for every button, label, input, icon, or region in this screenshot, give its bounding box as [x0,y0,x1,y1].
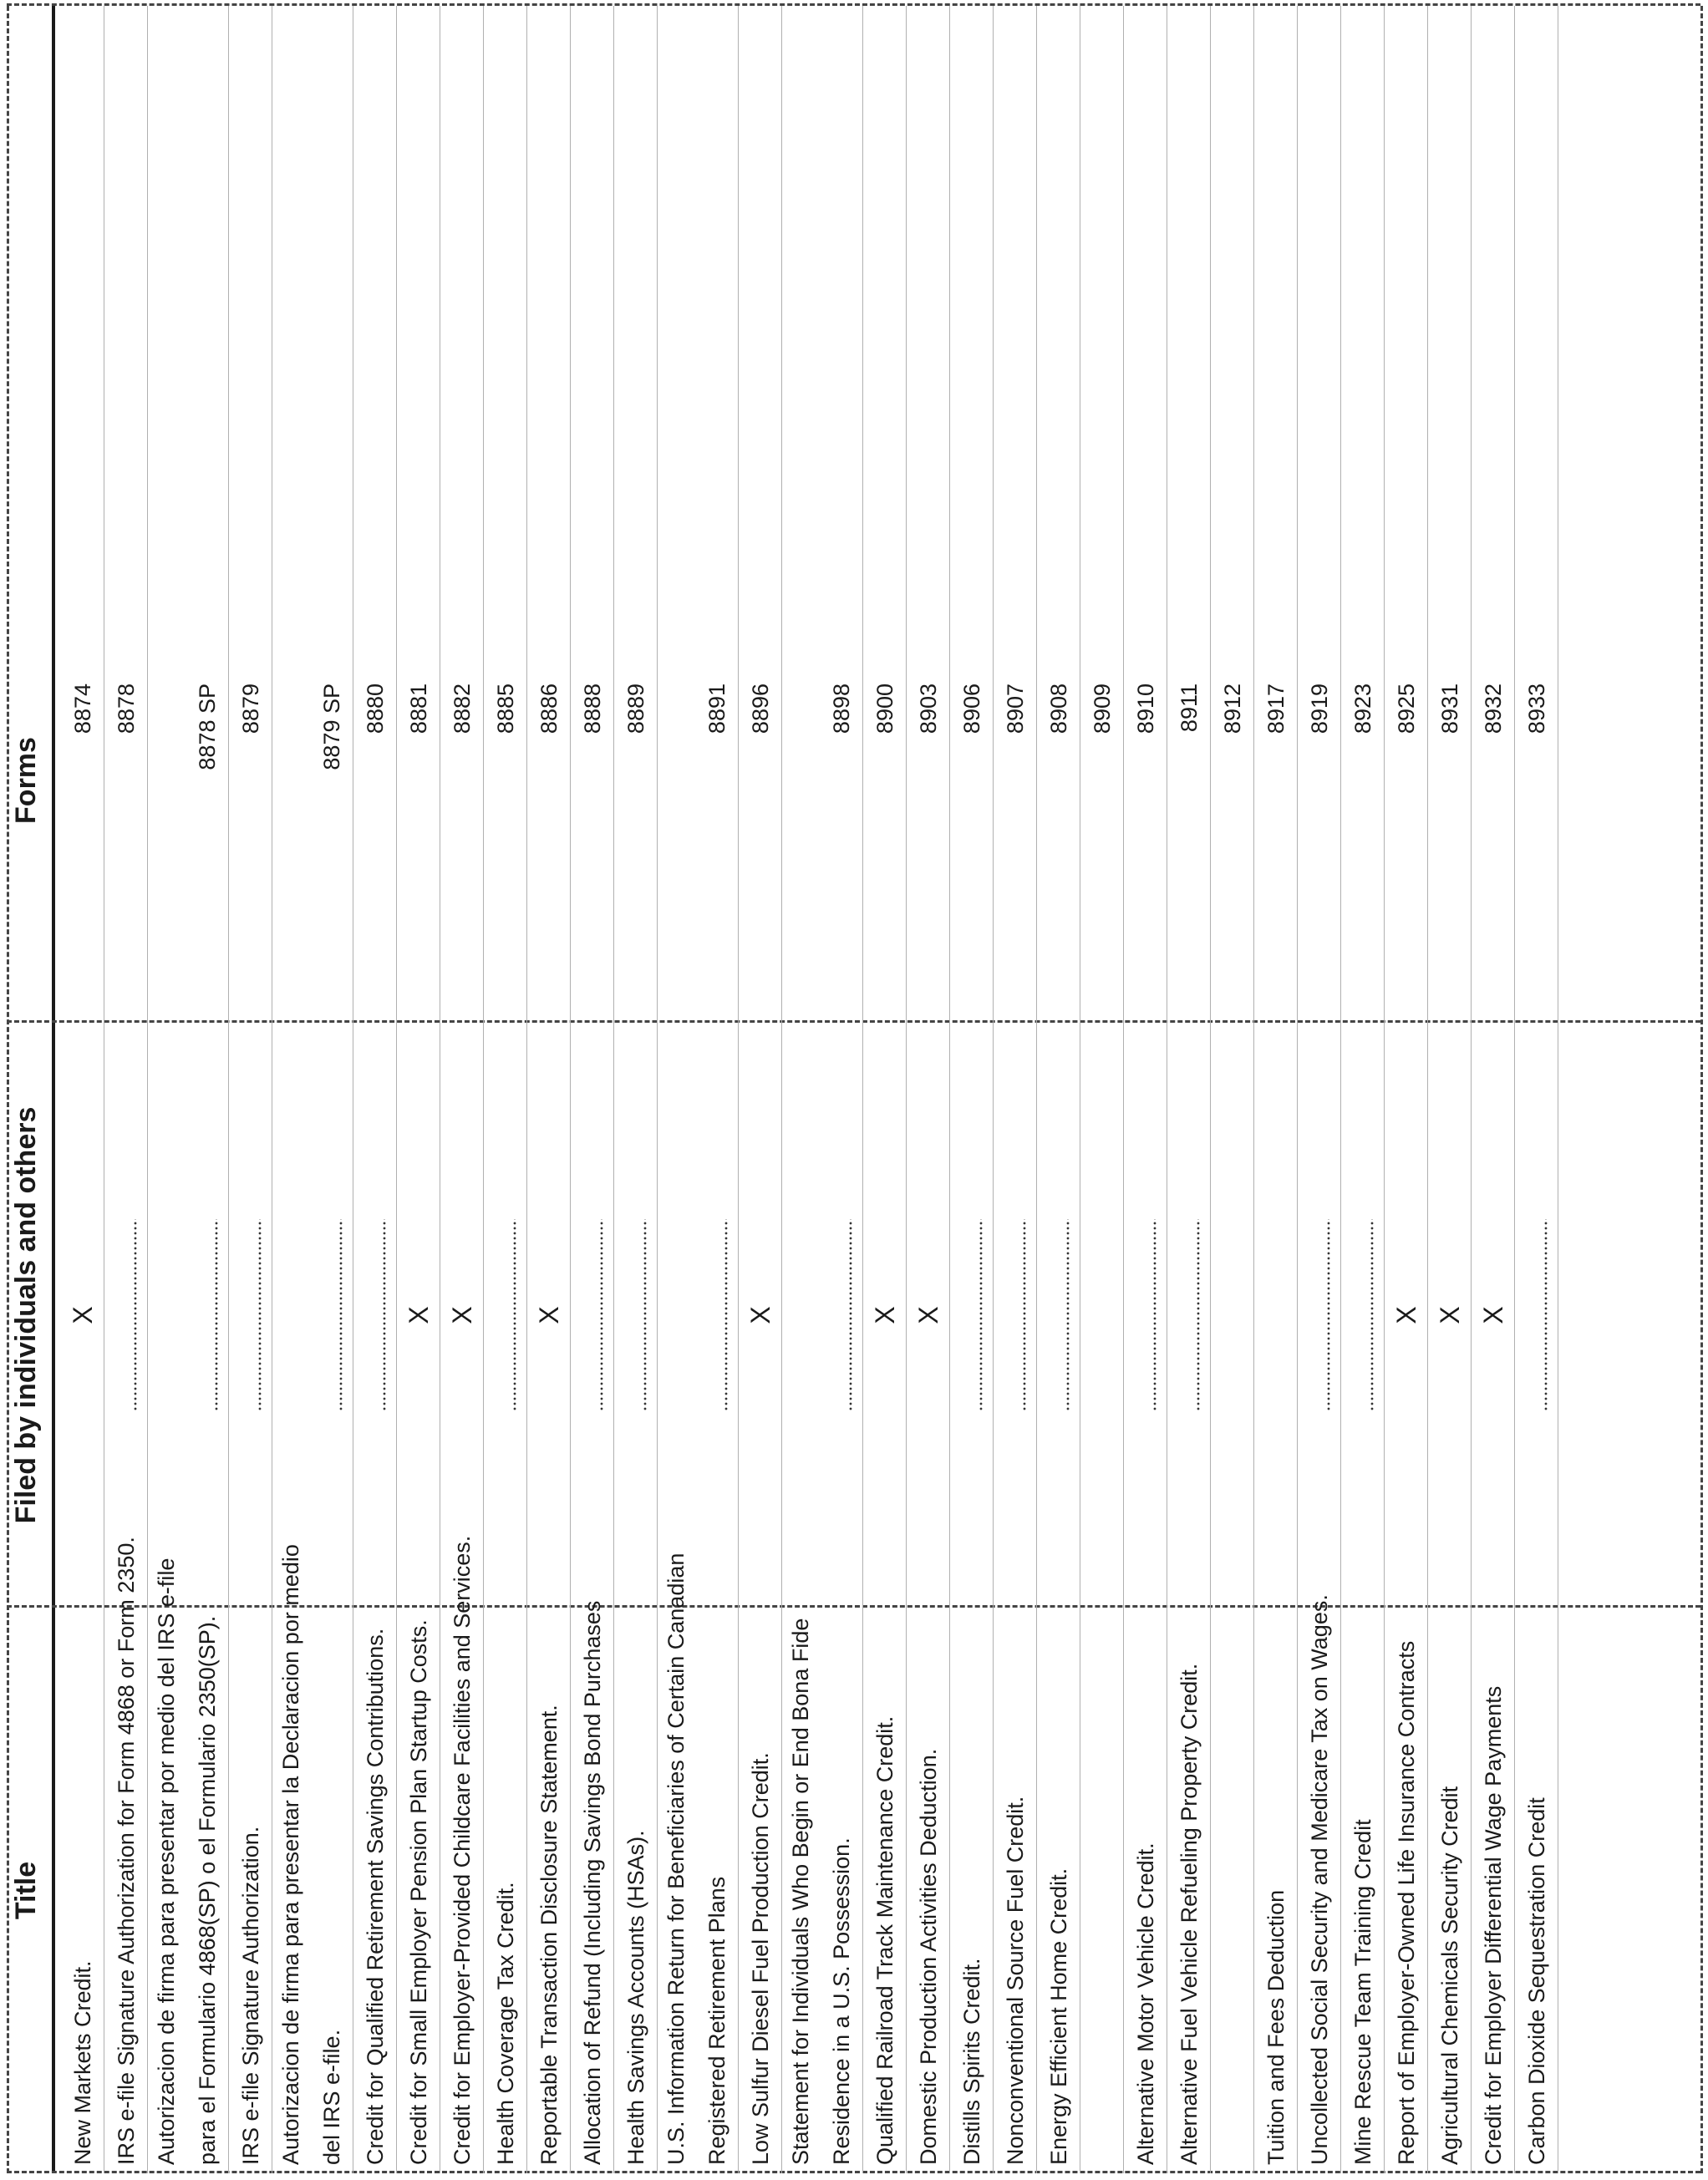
dotted-leader [1544,1219,1548,1411]
form-number-cell: 8909 [1090,683,1115,734]
dotted-leader [643,1219,647,1411]
title-cell [1080,1610,1123,2173]
title-cell [1471,1610,1514,2173]
title-cell [272,1544,353,2173]
title-line: Alternative Fuel Vehicle Refueling Property Credit. [1177,1663,1202,2165]
table-row [862,6,907,2173]
title-cell [1297,1594,1340,2173]
form-number-cell: 8933 [1524,683,1549,734]
filed-x-mark: X [913,1306,943,1324]
title-line: Energy Efficient Home Credit. [1046,1867,1071,2165]
table-row [147,6,229,2173]
title-line: Credit for Employer-Provided Childcare Facilities and Services. [450,1535,475,2165]
form-number-cell: 8880 [363,683,388,734]
header-filed-by: Filed by individuals and others [9,1106,42,1524]
title-cell [483,1610,526,2173]
form-number-cell: 8907 [1003,683,1028,734]
form-number-cell: 8931 [1437,683,1462,734]
table-row [396,6,440,2173]
title-line: Domestic Production Activities Deduction. [916,1748,941,2165]
title-line: Alternative Motor Vehicle Credit. [1133,1842,1158,2165]
title-line: Credit for Small Employer Pension Plan Startup Costs. [406,1619,431,2165]
title-cell [1253,1610,1297,2173]
filed-cell [353,1023,396,1608]
table-bottom-dashed-border [1700,6,1703,2173]
title-cell [906,1610,949,2173]
filed-cell [1123,1023,1167,1608]
filed-cell [949,1023,993,1608]
table-row [1340,6,1385,2173]
filed-cell [272,1023,353,1608]
header-forms: Forms [9,737,42,824]
title-cell [781,1610,862,2173]
form-number-cell: 8900 [872,683,897,734]
filed-cell [526,1023,570,1608]
form-number-cell: 8910 [1133,683,1158,734]
filed-x-mark: X [1478,1306,1508,1324]
dotted-leader [1327,1219,1330,1411]
dotted-leader [258,1219,262,1411]
table-row [906,6,950,2173]
title-cell [1427,1610,1471,2173]
table-row [1080,6,1124,2173]
dotted-leader [1153,1219,1156,1411]
title-cell [1210,1610,1253,2173]
title-line: Autorizacion de firma para presentar la Declaracion por medio [278,1544,303,2165]
title-cell [1123,1610,1167,2173]
table-row [781,6,863,2173]
title-cell [104,1537,147,2173]
title-line: Low Sulfur Diesel Fuel Production Credit. [748,1752,773,2165]
table-row [1123,6,1167,2173]
table-row [949,6,994,2173]
form-number-cell: 8874 [70,683,95,734]
title-cell [1384,1610,1427,2173]
table-row [272,6,353,2173]
title-cell [353,1610,396,2173]
table-row [613,6,658,2173]
dotted-leader [1197,1219,1200,1411]
title-line: Health Savings Accounts (HSAs). [623,1830,648,2165]
title-cell [949,1610,993,2173]
table-row [738,6,782,2173]
filed-cell [1167,1023,1210,1608]
form-number-cell: 8919 [1307,683,1332,734]
filed-cell [738,1023,781,1608]
title-line: New Markets Credit. [70,1960,95,2165]
table-row [1253,6,1298,2173]
title-cell [1340,1610,1384,2173]
table-row [353,6,397,2173]
header-title: Title [9,1861,42,1920]
form-number-cell: 8879 [238,683,263,734]
title-line: U.S. Information Return for Beneficiaries of Certain Canadian [663,1552,689,2165]
table-row [483,6,527,2173]
form-number-cell: 8923 [1350,683,1375,734]
filed-x-mark: X [68,1306,98,1324]
title-line: Mine Rescue Team Training Credit [1350,1819,1375,2165]
title-line: Allocation of Refund (Including Savings Bond Purchases [580,1600,605,2165]
form-number-cell: 8908 [1046,683,1071,734]
form-number-cell: 8906 [959,683,984,734]
dotted-leader [383,1219,386,1411]
filed-cell [1384,1023,1427,1608]
title-line: Residence in a U.S. Possession. [829,1837,854,2165]
title-line: Carbon Dioxide Sequestration Credit [1524,1797,1549,2165]
filed-cell [570,1023,613,1608]
filed-x-mark: X [447,1306,477,1324]
filed-cell [781,1023,862,1608]
filed-cell [1253,1023,1297,1608]
title-cell [657,1552,738,2173]
title-cell [526,1610,570,2173]
dotted-leader [513,1219,516,1411]
table-row [60,6,104,2173]
dotted-leader [979,1219,983,1411]
form-number-cell: 8879 SP [319,683,344,770]
filed-cell [1080,1023,1123,1608]
form-number-cell: 8888 [580,683,605,734]
title-line: Credit for Qualified Retirement Savings Contributions. [363,1628,388,2165]
filed-cell [1340,1023,1384,1608]
filed-cell [1514,1023,1558,1608]
title-line: Report of Employer-Owned Life Insurance Contracts [1394,1640,1419,2165]
title-cell [147,1558,228,2173]
title-line: Nonconventional Source Fuel Credit. [1003,1796,1028,2165]
title-line: del IRS e-file. [319,2029,344,2165]
filed-cell [104,1023,147,1608]
dotted-leader [215,1219,218,1411]
filed-cell [1036,1023,1080,1608]
table-row [526,6,571,2173]
form-number-cell: 8898 [829,683,854,734]
table-row [1427,6,1472,2173]
table-row [104,6,148,2173]
table-row [570,6,614,2173]
form-number-cell: 8911 [1177,683,1202,733]
filed-x-mark: X [1435,1306,1465,1324]
form-number-cell: 8896 [748,683,773,734]
form-number-cell: 8885 [493,683,518,734]
filed-cell [396,1023,440,1608]
filed-cell [993,1023,1036,1608]
filed-cell [1471,1023,1514,1608]
dotted-leader [849,1219,852,1411]
dotted-leader [600,1219,603,1411]
dotted-leader [134,1219,137,1411]
filed-cell [657,1023,738,1608]
table-row [1036,6,1080,2173]
title-cell [862,1610,906,2173]
form-number-cell: 8903 [916,683,941,734]
title-cell [570,1600,613,2173]
form-number-cell: 8912 [1220,683,1245,734]
filed-cell [906,1023,949,1608]
header-rule [52,6,55,2173]
dotted-leader [1370,1219,1374,1411]
form-number-cell: 8891 [704,683,729,734]
table-row [228,6,272,2173]
filed-x-mark: X [1391,1306,1421,1324]
form-number-cell: 8932 [1481,683,1506,734]
table-row [657,6,739,2173]
title-line: IRS e-file Signature Authorization. [238,1826,263,2165]
title-cell [440,1535,483,2173]
filed-cell [228,1023,272,1608]
title-line: Registered Retirement Plans [704,1876,729,2165]
dotted-leader [1023,1219,1026,1411]
filed-cell [862,1023,906,1608]
form-number-cell: 8925 [1394,683,1419,734]
filed-x-mark: X [745,1306,775,1324]
title-line: Qualified Railroad Track Maintenance Credit. [872,1715,897,2165]
title-line: Tuition and Fees Deduction [1263,1889,1289,2165]
form-number-cell: 8878 [114,683,139,734]
filed-x-mark: X [870,1306,900,1324]
title-cell [396,1610,440,2173]
dotted-leader [339,1219,343,1411]
title-line: Agricultural Chemicals Security Credit [1437,1786,1462,2165]
title-cell [228,1610,272,2173]
title-line: Autorizacion de firma para presentar por medio del IRS e-file [154,1558,179,2165]
form-number-cell: 8917 [1263,683,1289,734]
title-line: Reportable Transaction Disclosure Statement. [536,1705,562,2165]
table-row [1384,6,1428,2173]
title-line: para el Formulario 4868(SP) o el Formulario 2350(SP). [195,1615,220,2165]
table-row [1514,6,1558,2173]
title-cell [60,1610,104,2173]
title-cell [1036,1610,1080,2173]
form-number-cell: 8889 [623,683,648,734]
dotted-leader [724,1219,728,1411]
title-cell [1514,1610,1558,2173]
title-line: Health Coverage Tax Credit. [493,1882,518,2165]
form-number-cell: 8886 [536,683,562,734]
filed-x-mark: X [534,1306,564,1324]
filed-cell [147,1023,228,1608]
title-line: IRS e-file Signature Authorization for Form 4868 or Form 2350. [114,1537,139,2165]
title-cell [613,1610,657,2173]
table-row [1167,6,1211,2173]
filed-cell [1210,1023,1253,1608]
table-row [1471,6,1515,2173]
filed-x-mark: X [404,1306,434,1324]
dotted-leader [1066,1219,1070,1411]
filed-cell [1427,1023,1471,1608]
form-number-cell: 8882 [450,683,475,734]
title-line: Statement for Individuals Who Begin or End Bona Fide [788,1618,813,2165]
form-number-cell: 8881 [406,683,431,734]
filed-cell [613,1023,657,1608]
title-cell [738,1610,781,2173]
form-number-cell: 8878 SP [195,683,220,770]
filed-cell [440,1023,483,1608]
title-line: Distills Spirits Credit. [959,1958,984,2165]
title-line: Uncollected Social Security and Medicare Tax on Wages. [1307,1594,1332,2165]
filed-cell [483,1023,526,1608]
title-line: Credit for Employer Differential Wage Payments [1481,1685,1506,2165]
filed-cell [60,1023,104,1608]
title-cell [1167,1610,1210,2173]
filed-cell [1297,1023,1340,1608]
title-cell [993,1610,1036,2173]
table-row [993,6,1037,2173]
table-row [1210,6,1254,2173]
table-row [1297,6,1341,2173]
table-row [440,6,484,2173]
